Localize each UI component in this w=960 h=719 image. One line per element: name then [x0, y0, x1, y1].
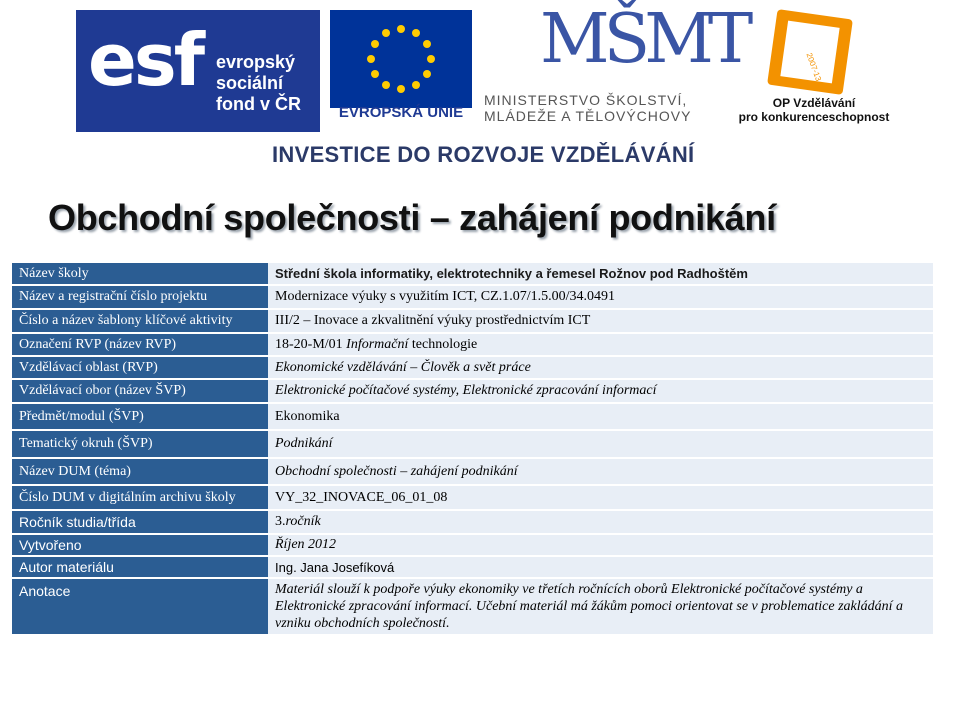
row-value: 18-20-M/01 Informační technologie — [268, 333, 933, 356]
row-label: Vzdělávací obor (název ŠVP) — [12, 379, 268, 403]
row-value: Elektronické počítačové systémy, Elektronické zpracování informací — [268, 379, 933, 403]
row-value: VY_32_INOVACE_06_01_08 — [268, 485, 933, 510]
row-label: Název DUM (téma) — [12, 458, 268, 485]
table-row — [12, 556, 933, 578]
row-label: Název a registrační číslo projektu — [12, 285, 268, 309]
row-label: Ročník studia/třída — [12, 510, 268, 534]
esf-logo — [76, 10, 320, 132]
eu-stars-icon — [330, 10, 472, 108]
row-value: Podnikání — [268, 430, 933, 458]
row-value: Střední škola informatiky, elektrotechniky a řemesel Rožnov pod Radhoštěm — [268, 262, 933, 285]
page-title: Obchodní společnosti – zahájení podnikání — [48, 197, 776, 238]
table-row — [12, 309, 933, 333]
row-value: Ekonomické vzdělávání – Člověk a svět práce — [268, 356, 933, 379]
table-row — [12, 379, 933, 403]
table-row — [12, 333, 933, 356]
row-label: Označení RVP (název RVP) — [12, 333, 268, 356]
row-label: Anotace — [12, 578, 268, 634]
row-value: 3.ročník — [268, 510, 933, 534]
row-label: Číslo a název šablony klíčové aktivity — [12, 309, 268, 333]
eu-logo-text: EVROPSKÁ UNIE — [338, 104, 464, 121]
msmt-logo-mark: MŠMT — [540, 0, 748, 79]
table-row — [12, 510, 933, 534]
row-value: Ekonomika — [268, 403, 933, 430]
op-logo-icon — [762, 8, 862, 96]
table-row — [12, 403, 933, 430]
row-label: Vzdělávací oblast (RVP) — [12, 356, 268, 379]
row-value: Ing. Jana Josefíková — [268, 556, 933, 578]
metadata-table — [12, 261, 933, 634]
table-row — [12, 285, 933, 309]
logo-banner — [0, 0, 960, 178]
row-label: Tematický okruh (ŠVP) — [12, 430, 268, 458]
table-row — [12, 356, 933, 379]
row-value: Říjen 2012 — [268, 534, 933, 556]
table-row — [12, 430, 933, 458]
row-label: Předmět/modul (ŠVP) — [12, 403, 268, 430]
table-row — [12, 262, 933, 285]
row-label: Název školy — [12, 262, 268, 285]
row-label: Autor materiálu — [12, 556, 268, 578]
msmt-logo-text: MINISTERSTVO ŠKOLSTVÍ, MLÁDEŽE A TĚLOVÝCHOVY — [484, 92, 692, 124]
op-badge-text: 2007-13 — [804, 51, 823, 83]
table-row — [12, 578, 933, 634]
op-logo-text: OP Vzdělávání pro konkurenceschopnost — [738, 96, 890, 124]
row-value: Materiál slouží k podpoře výuky ekonomiky ve třetích ročnících oborů Elektronické počítačové systémy a Elektronické zpracování informací. Učební materiál má žákům pomoci orientovat se v problematice zakládání a vzniku obchodních společností. — [268, 578, 933, 634]
eu-flag-logo — [330, 10, 472, 108]
row-value: III/2 – Inovace a zkvalitnění výuky prostřednictvím ICT — [268, 309, 933, 333]
table-row — [12, 534, 933, 556]
investice-slogan: INVESTICE DO ROZVOJE VZDĚLÁVÁNÍ — [272, 142, 695, 167]
esf-logo-text: evropský sociální fond v ČR — [216, 52, 301, 114]
table-row — [12, 458, 933, 485]
esf-logo-mark: esf — [88, 18, 203, 102]
table-row — [12, 485, 933, 510]
row-label: Číslo DUM v digitálním archivu školy — [12, 485, 268, 510]
row-label: Vytvořeno — [12, 534, 268, 556]
row-value: Modernizace výuky s využitím ICT, CZ.1.07/1.5.00/34.0491 — [268, 285, 933, 309]
row-value: Obchodní společnosti – zahájení podnikání — [268, 458, 933, 485]
